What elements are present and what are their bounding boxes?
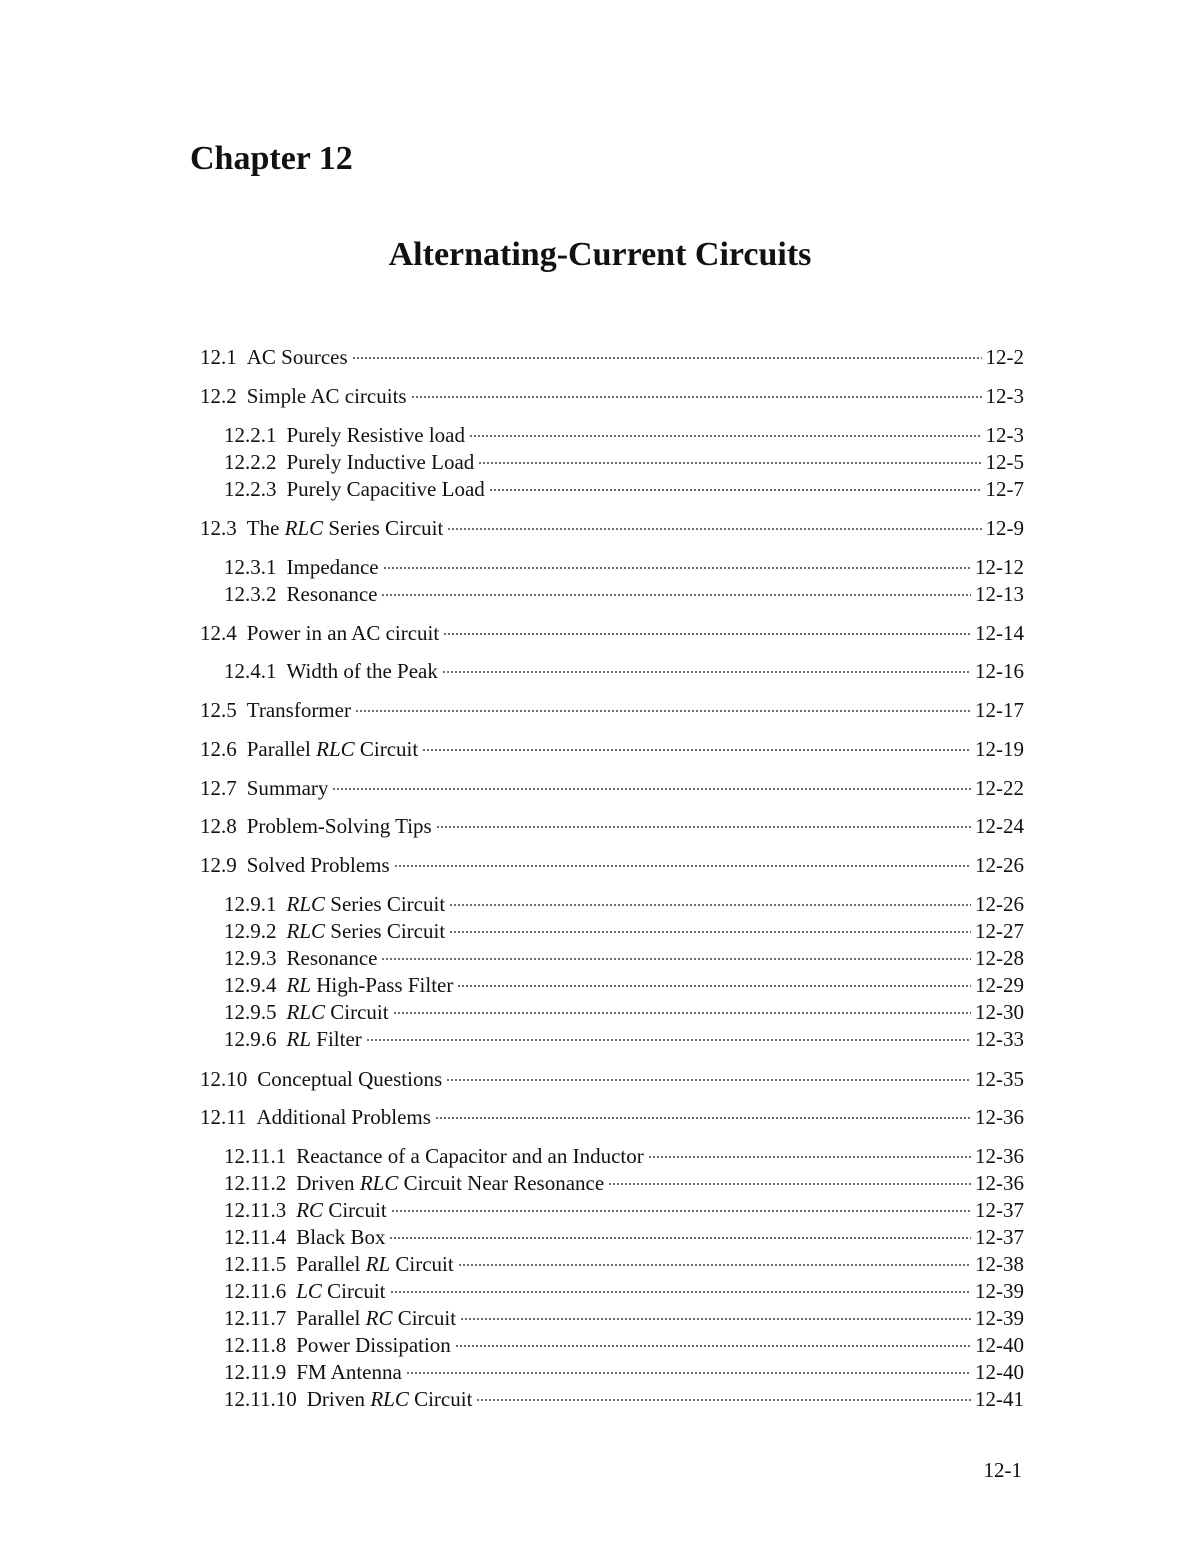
toc-page-number: 12-22 — [975, 776, 1024, 800]
toc-page-number: 12-40 — [975, 1360, 1024, 1384]
toc-page-number: 12-26 — [975, 892, 1024, 916]
toc-title-text: High-Pass Filter — [311, 973, 454, 997]
dot-leader — [447, 528, 981, 530]
toc-section-number: 12.6 — [200, 737, 237, 761]
dot-leader — [406, 1372, 971, 1374]
toc-title-italic: RLC — [286, 919, 326, 943]
toc-title-italic: RC — [296, 1198, 324, 1222]
dot-leader — [449, 931, 971, 933]
toc-page-number: 12-17 — [975, 698, 1024, 722]
toc-section-number: 12.5 — [200, 698, 237, 722]
dot-leader — [381, 594, 971, 596]
dot-leader — [332, 788, 971, 790]
toc-page-number: 12-27 — [975, 919, 1024, 943]
toc-section-number: 12.8 — [200, 814, 237, 838]
toc-entry[interactable] — [224, 1252, 1024, 1276]
toc-section-number: 12.11.7 — [224, 1306, 287, 1330]
toc-page-number: 12-30 — [975, 1000, 1024, 1024]
toc-section-title — [296, 1225, 385, 1249]
toc-section-title — [287, 659, 438, 683]
toc-entry[interactable] — [200, 853, 1024, 877]
toc-title-text: Circuit — [323, 1198, 387, 1222]
toc-section-title — [307, 1387, 473, 1411]
toc-page-number: 12-39 — [975, 1279, 1024, 1303]
toc-title-italic: LC — [296, 1279, 322, 1303]
toc-page-number: 12-26 — [975, 853, 1024, 877]
dot-leader — [383, 567, 971, 569]
toc-section-number: 12.3 — [200, 516, 237, 540]
toc-title-text: Purely Inductive Load — [286, 450, 475, 474]
dot-leader — [443, 633, 971, 635]
toc-title-text: Driven — [306, 1387, 371, 1411]
toc-entry[interactable] — [224, 892, 1024, 916]
toc-section-number: 12.11.10 — [224, 1387, 297, 1411]
toc-section-title — [287, 582, 378, 606]
toc-title-text: Resonance — [286, 946, 378, 970]
toc-title-text: Impedance — [286, 555, 379, 579]
toc-title-italic: RLC — [284, 516, 324, 540]
toc-page-number: 12-16 — [975, 659, 1024, 683]
toc-title-text: Circuit — [408, 1387, 473, 1411]
dot-leader — [469, 435, 982, 437]
toc-section-title — [247, 737, 418, 761]
toc-section-title — [247, 516, 444, 540]
toc-title-text: Summary — [246, 776, 329, 800]
toc-title-italic: RL — [365, 1252, 391, 1276]
toc-entry[interactable] — [200, 345, 1024, 369]
toc-title-text: Purely Capacitive Load — [286, 477, 485, 501]
toc-entry[interactable] — [224, 1144, 1024, 1168]
toc-section-title — [247, 384, 407, 408]
toc-title-text: Series Circuit — [323, 516, 444, 540]
toc-entry[interactable] — [224, 1000, 1024, 1024]
toc-section-number: 12.3.1 — [224, 555, 277, 579]
toc-section-title — [296, 1144, 644, 1168]
toc-section-title — [247, 698, 351, 722]
toc-section-number: 12.11.4 — [224, 1225, 287, 1249]
toc-entry[interactable] — [224, 973, 1024, 997]
dot-leader — [390, 1291, 972, 1293]
toc-section-number: 12.11 — [200, 1105, 247, 1129]
toc-title-text: Reactance of a Capacitor and an Inductor — [296, 1144, 644, 1168]
dot-leader — [352, 357, 982, 359]
toc-title-italic: RLC — [286, 1000, 326, 1024]
toc-section-number: 12.2.2 — [224, 450, 277, 474]
toc-page-number: 12-9 — [985, 516, 1024, 540]
toc-section-title — [257, 1067, 442, 1091]
toc-page-number: 12-19 — [975, 737, 1024, 761]
toc-section-number: 12.9.6 — [224, 1027, 277, 1051]
toc-section-number: 12.9.1 — [224, 892, 277, 916]
chapter-label: Chapter 12 — [190, 140, 353, 177]
toc-title-italic: RL — [286, 1027, 312, 1051]
toc-section-title — [287, 1027, 362, 1051]
toc-page-number: 12-28 — [975, 946, 1024, 970]
toc-title-text: Driven — [296, 1171, 360, 1195]
toc-title-text: Transformer — [246, 698, 351, 722]
toc-entry[interactable] — [224, 919, 1024, 943]
toc-page-number: 12-3 — [985, 423, 1024, 447]
toc-title-text: Resonance — [286, 582, 378, 606]
toc-title-italic: RLC — [370, 1387, 409, 1411]
toc-title-text: Circuit — [325, 1000, 389, 1024]
toc-title-text: Circuit — [390, 1252, 454, 1276]
toc-entry[interactable] — [224, 423, 1024, 447]
toc-title-text: Circuit — [392, 1306, 457, 1330]
toc-section-title — [247, 814, 432, 838]
toc-section-title — [296, 1198, 386, 1222]
dot-leader — [391, 1210, 971, 1212]
toc-entry[interactable] — [224, 1306, 1024, 1330]
toc-title-text: Circuit — [354, 737, 419, 761]
toc-entry[interactable] — [224, 946, 1024, 970]
toc-entry[interactable] — [200, 737, 1024, 761]
dot-leader — [394, 865, 971, 867]
toc-entry[interactable] — [224, 1279, 1024, 1303]
toc-entry[interactable] — [224, 582, 1024, 606]
toc-page-number: 12-14 — [975, 621, 1024, 645]
toc-title-text: The — [246, 516, 285, 540]
toc-section-number: 12.9 — [200, 853, 237, 877]
toc-entry[interactable] — [200, 516, 1024, 540]
toc-section-number: 12.7 — [200, 776, 237, 800]
toc-entry[interactable] — [224, 1198, 1024, 1222]
toc-page-number: 12-2 — [985, 345, 1024, 369]
toc-section-title — [296, 1306, 456, 1330]
dot-leader — [422, 749, 971, 751]
toc-section-title — [296, 1360, 402, 1384]
toc-entry[interactable] — [224, 477, 1024, 501]
toc-title-text: Parallel — [296, 1306, 366, 1330]
toc-title-text: Additional Problems — [256, 1105, 431, 1129]
toc-entry[interactable] — [224, 450, 1024, 474]
toc-section-number: 12.1 — [200, 345, 237, 369]
toc-title-text: Circuit Near Resonance — [398, 1171, 605, 1195]
toc-section-title — [287, 450, 475, 474]
toc-section-title — [287, 1000, 389, 1024]
toc-title-italic: RLC — [359, 1171, 399, 1195]
toc-section-number: 12.9.4 — [224, 973, 277, 997]
toc-entry[interactable] — [224, 1360, 1024, 1384]
toc-section-title — [287, 423, 465, 447]
toc-page-number: 12-5 — [985, 450, 1024, 474]
dot-leader — [393, 1012, 971, 1014]
toc-page-number: 12-24 — [975, 814, 1024, 838]
dot-leader — [411, 396, 982, 398]
dot-leader — [355, 710, 971, 712]
toc-section-title — [287, 477, 485, 501]
toc-title-text: Purely Resistive load — [286, 423, 465, 447]
toc-entry[interactable] — [224, 1171, 1024, 1195]
toc-section-title — [287, 946, 378, 970]
toc-title-italic: RL — [286, 973, 312, 997]
toc-section-title — [296, 1279, 385, 1303]
toc-section-number: 12.11.9 — [224, 1360, 287, 1384]
toc-entry[interactable] — [200, 621, 1024, 645]
toc-title-text: Filter — [311, 1027, 362, 1051]
toc-title-text: Power in an AC circuit — [246, 621, 440, 645]
toc-entry[interactable] — [224, 1225, 1024, 1249]
toc-page-number: 12-35 — [975, 1067, 1024, 1091]
toc-section-title — [287, 919, 446, 943]
toc-page-number: 12-33 — [975, 1027, 1024, 1051]
toc-title-italic: RC — [365, 1306, 393, 1330]
toc-title-text: Black Box — [296, 1225, 386, 1249]
toc-title-text: Series Circuit — [325, 919, 446, 943]
toc-title-text: Problem-Solving Tips — [246, 814, 432, 838]
toc-section-title — [287, 892, 446, 916]
toc-page-number: 12-3 — [985, 384, 1024, 408]
toc-page-number: 12-13 — [975, 582, 1024, 606]
toc-entry[interactable] — [200, 814, 1024, 838]
toc-page-number: 12-41 — [975, 1387, 1024, 1411]
toc-section-number: 12.2.1 — [224, 423, 277, 447]
toc-section-title — [296, 1171, 604, 1195]
dot-leader — [460, 1318, 971, 1320]
toc-page-number: 12-36 — [975, 1144, 1024, 1168]
toc-section-title — [296, 1333, 451, 1357]
dot-leader — [478, 462, 981, 464]
toc-entry[interactable] — [200, 384, 1024, 408]
toc-page-number: 12-40 — [975, 1333, 1024, 1357]
dot-leader — [489, 489, 982, 491]
toc-title-text: Simple AC circuits — [246, 384, 407, 408]
toc-section-number: 12.2 — [200, 384, 237, 408]
dot-leader — [449, 904, 971, 906]
toc-section-number: 12.9.2 — [224, 919, 277, 943]
toc-title-italic: RLC — [316, 737, 355, 761]
toc-title-text: AC Sources — [246, 345, 348, 369]
dot-leader — [435, 1117, 971, 1119]
toc-section-number: 12.11.2 — [224, 1171, 287, 1195]
toc-title-text: Solved Problems — [246, 853, 390, 877]
toc-page-number: 12-37 — [975, 1198, 1024, 1222]
toc-section-number: 12.11.6 — [224, 1279, 287, 1303]
dot-leader — [366, 1039, 971, 1041]
toc-title-italic: RLC — [286, 892, 326, 916]
dot-leader — [446, 1079, 971, 1081]
toc-entry[interactable] — [200, 1067, 1024, 1091]
dot-leader — [442, 671, 971, 673]
toc-title-text: Parallel — [246, 737, 317, 761]
toc-section-number: 12.11.8 — [224, 1333, 287, 1357]
toc-section-number: 12.2.3 — [224, 477, 277, 501]
dot-leader — [457, 985, 971, 987]
toc-title-text: Conceptual Questions — [257, 1067, 443, 1091]
dot-leader — [455, 1345, 971, 1347]
toc-title-text: FM Antenna — [296, 1360, 402, 1384]
toc-title-text: Width of the Peak — [286, 659, 438, 683]
dot-leader — [608, 1183, 971, 1185]
toc-section-title — [247, 853, 390, 877]
toc-entry[interactable] — [224, 1027, 1024, 1051]
dot-leader — [458, 1264, 971, 1266]
toc-section-title — [287, 973, 454, 997]
toc-section-number: 12.10 — [200, 1067, 248, 1091]
toc-section-title — [247, 345, 348, 369]
toc-section-title — [247, 621, 439, 645]
dot-leader — [436, 826, 971, 828]
toc-section-number: 12.4.1 — [224, 659, 277, 683]
dot-leader — [389, 1237, 971, 1239]
toc-section-number: 12.3.2 — [224, 582, 277, 606]
toc-entry[interactable] — [224, 555, 1024, 579]
toc-page-number: 12-37 — [975, 1225, 1024, 1249]
chapter-title: Alternating-Current Circuits — [388, 236, 812, 273]
toc-page-number: 12-36 — [975, 1171, 1024, 1195]
toc-page-number: 12-7 — [985, 477, 1024, 501]
dot-leader — [381, 958, 971, 960]
toc-section-title — [287, 555, 379, 579]
toc-section-number: 12.9.5 — [224, 1000, 277, 1024]
toc-title-text: Circuit — [321, 1279, 386, 1303]
toc-section-title — [256, 1105, 430, 1129]
dot-leader — [476, 1399, 971, 1401]
toc-section-number: 12.11.5 — [224, 1252, 287, 1276]
toc-entry[interactable] — [224, 1333, 1024, 1357]
toc-page-number: 12-29 — [975, 973, 1024, 997]
toc-entry[interactable] — [224, 1387, 1024, 1411]
toc-section-number: 12.4 — [200, 621, 237, 645]
toc-title-text: Parallel — [296, 1252, 366, 1276]
toc-entry[interactable] — [200, 1105, 1024, 1129]
toc-title-text: Series Circuit — [325, 892, 446, 916]
toc-entry[interactable] — [200, 776, 1024, 800]
toc-title-text: Power Dissipation — [296, 1333, 451, 1357]
toc-section-title — [247, 776, 329, 800]
dot-leader — [648, 1156, 971, 1158]
toc-page-number: 12-12 — [975, 555, 1024, 579]
toc-page-number: 12-39 — [975, 1306, 1024, 1330]
toc-page-number: 12-38 — [975, 1252, 1024, 1276]
toc-section-number: 12.11.1 — [224, 1144, 287, 1168]
toc-section-number: 12.11.3 — [224, 1198, 287, 1222]
toc-entry[interactable] — [224, 659, 1024, 683]
toc-section-title — [296, 1252, 453, 1276]
toc-page-number: 12-36 — [975, 1105, 1024, 1129]
toc-entry[interactable] — [200, 698, 1024, 722]
page-number: 12-1 — [983, 1458, 1022, 1482]
toc-section-number: 12.9.3 — [224, 946, 277, 970]
